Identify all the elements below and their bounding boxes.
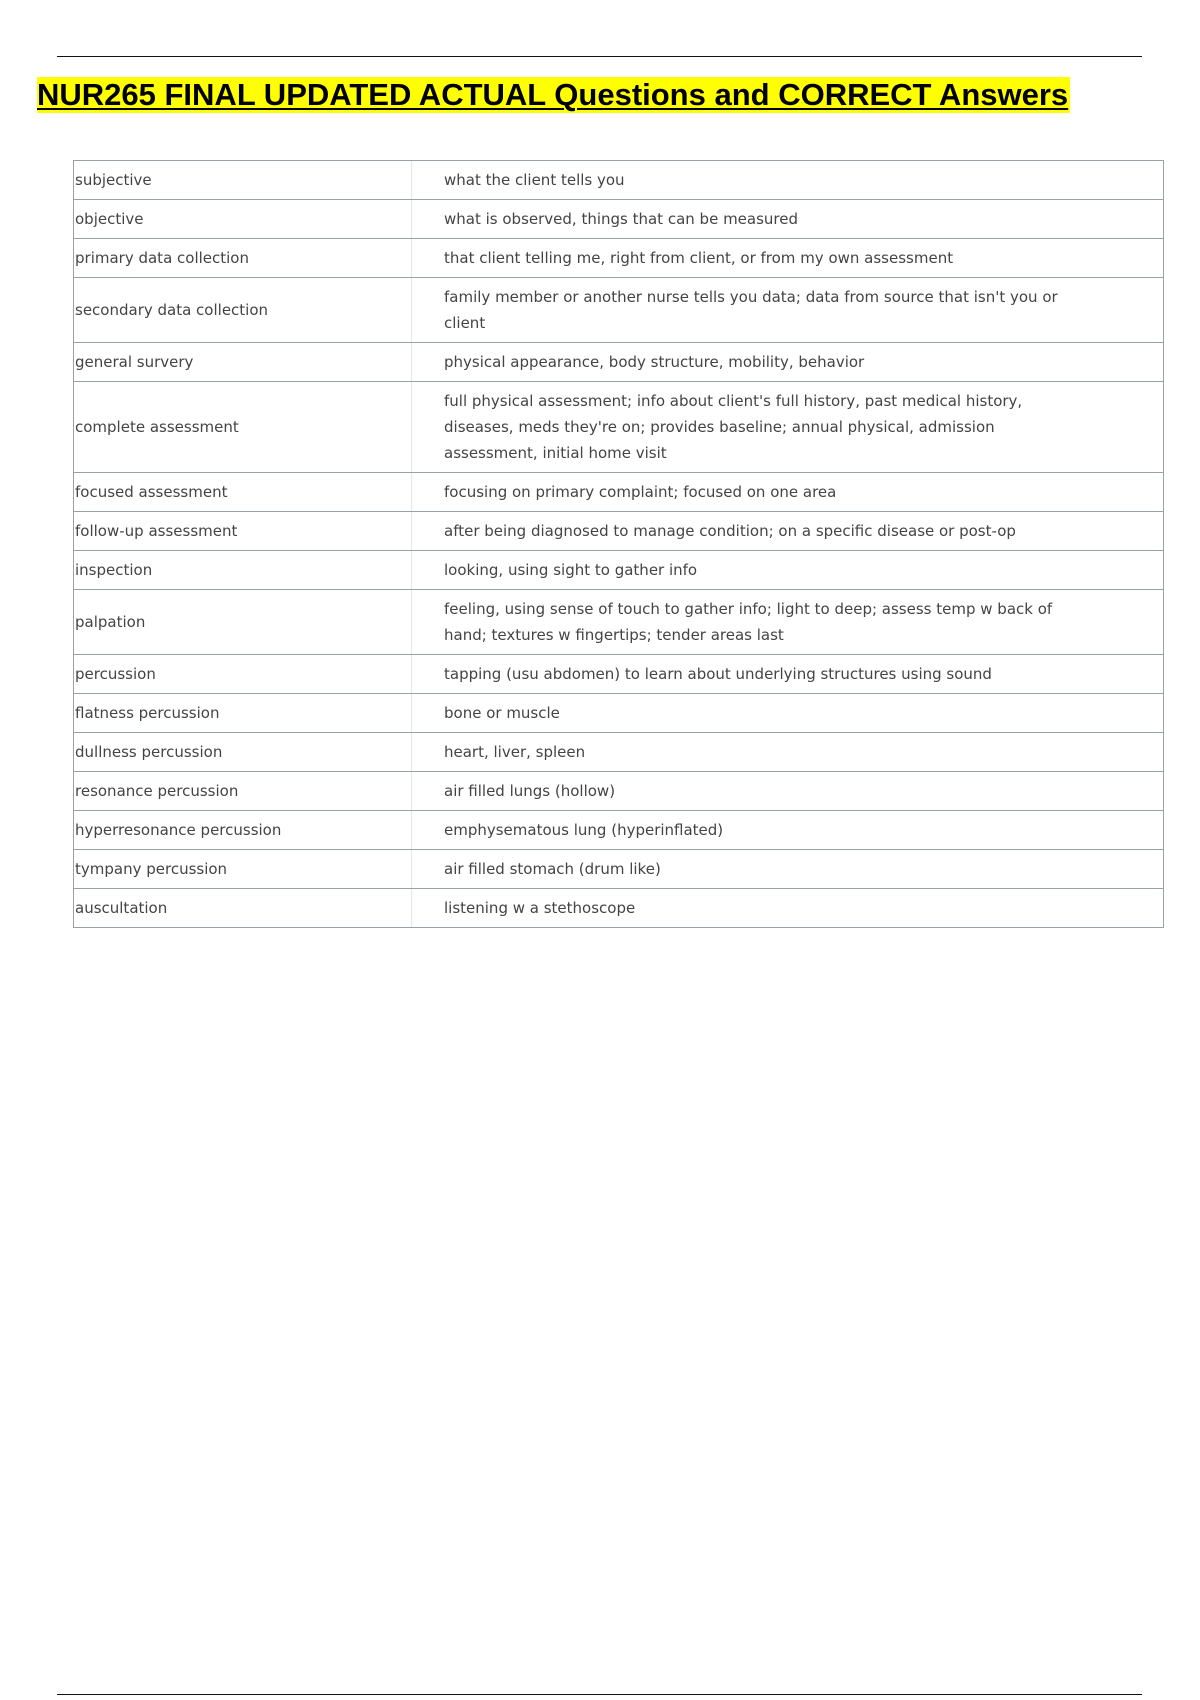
table-row bbox=[74, 343, 1164, 382]
table-row bbox=[74, 161, 1164, 200]
definition-cell: looking, using sight to gather info bbox=[412, 551, 1164, 590]
term-cell: percussion bbox=[74, 655, 412, 694]
definition-cell: full physical assessment; info about client's full history, past medical history, diseases, meds they're on; provides baseline; annual physical, admission assessment, initial home visit bbox=[412, 382, 1164, 473]
term-cell: hyperresonance percussion bbox=[74, 811, 412, 850]
definition-cell: listening w a stethoscope bbox=[412, 889, 1164, 928]
table-row bbox=[74, 811, 1164, 850]
term-cell: primary data collection bbox=[74, 239, 412, 278]
table-row bbox=[74, 551, 1164, 590]
term-cell: resonance percussion bbox=[74, 772, 412, 811]
term-cell: complete assessment bbox=[74, 382, 412, 473]
table-row bbox=[74, 239, 1164, 278]
definition-cell: after being diagnosed to manage condition; on a specific disease or post-op bbox=[412, 512, 1164, 551]
term-cell: dullness percussion bbox=[74, 733, 412, 772]
definition-cell: focusing on primary complaint; focused on one area bbox=[412, 473, 1164, 512]
table-row bbox=[74, 733, 1164, 772]
definition-cell: air filled lungs (hollow) bbox=[412, 772, 1164, 811]
document-title bbox=[37, 76, 1070, 114]
document-title-text: NUR265 FINAL UPDATED ACTUAL Questions and CORRECT Answers bbox=[37, 77, 1069, 112]
terms-table bbox=[73, 160, 1164, 928]
term-cell: general survery bbox=[74, 343, 412, 382]
bottom-rule bbox=[57, 1694, 1142, 1695]
definition-cell: what the client tells you bbox=[412, 161, 1164, 200]
table-row bbox=[74, 694, 1164, 733]
table-row bbox=[74, 655, 1164, 694]
definition-cell: air filled stomach (drum like) bbox=[412, 850, 1164, 889]
term-cell: tympany percussion bbox=[74, 850, 412, 889]
table-row bbox=[74, 473, 1164, 512]
term-cell: objective bbox=[74, 200, 412, 239]
table-row bbox=[74, 590, 1164, 655]
table-row bbox=[74, 850, 1164, 889]
term-cell: focused assessment bbox=[74, 473, 412, 512]
table-row bbox=[74, 200, 1164, 239]
term-cell: follow-up assessment bbox=[74, 512, 412, 551]
definition-cell: physical appearance, body structure, mobility, behavior bbox=[412, 343, 1164, 382]
definition-cell: emphysematous lung (hyperinflated) bbox=[412, 811, 1164, 850]
table-row bbox=[74, 772, 1164, 811]
definition-cell: family member or another nurse tells you data; data from source that isn't you or client bbox=[412, 278, 1164, 343]
definition-cell: that client telling me, right from client, or from my own assessment bbox=[412, 239, 1164, 278]
top-rule bbox=[57, 56, 1142, 57]
table-row bbox=[74, 278, 1164, 343]
term-cell: secondary data collection bbox=[74, 278, 412, 343]
term-cell: flatness percussion bbox=[74, 694, 412, 733]
term-cell: palpation bbox=[74, 590, 412, 655]
table-row bbox=[74, 512, 1164, 551]
term-cell: subjective bbox=[74, 161, 412, 200]
table-row bbox=[74, 889, 1164, 928]
term-cell: auscultation bbox=[74, 889, 412, 928]
definition-cell: bone or muscle bbox=[412, 694, 1164, 733]
definition-cell: heart, liver, spleen bbox=[412, 733, 1164, 772]
definition-cell: feeling, using sense of touch to gather info; light to deep; assess temp w back of hand; textures w fingertips; tender areas last bbox=[412, 590, 1164, 655]
table-row bbox=[74, 382, 1164, 473]
term-cell: inspection bbox=[74, 551, 412, 590]
definition-cell: what is observed, things that can be measured bbox=[412, 200, 1164, 239]
terms-table-body bbox=[74, 161, 1164, 928]
definition-cell: tapping (usu abdomen) to learn about underlying structures using sound bbox=[412, 655, 1164, 694]
